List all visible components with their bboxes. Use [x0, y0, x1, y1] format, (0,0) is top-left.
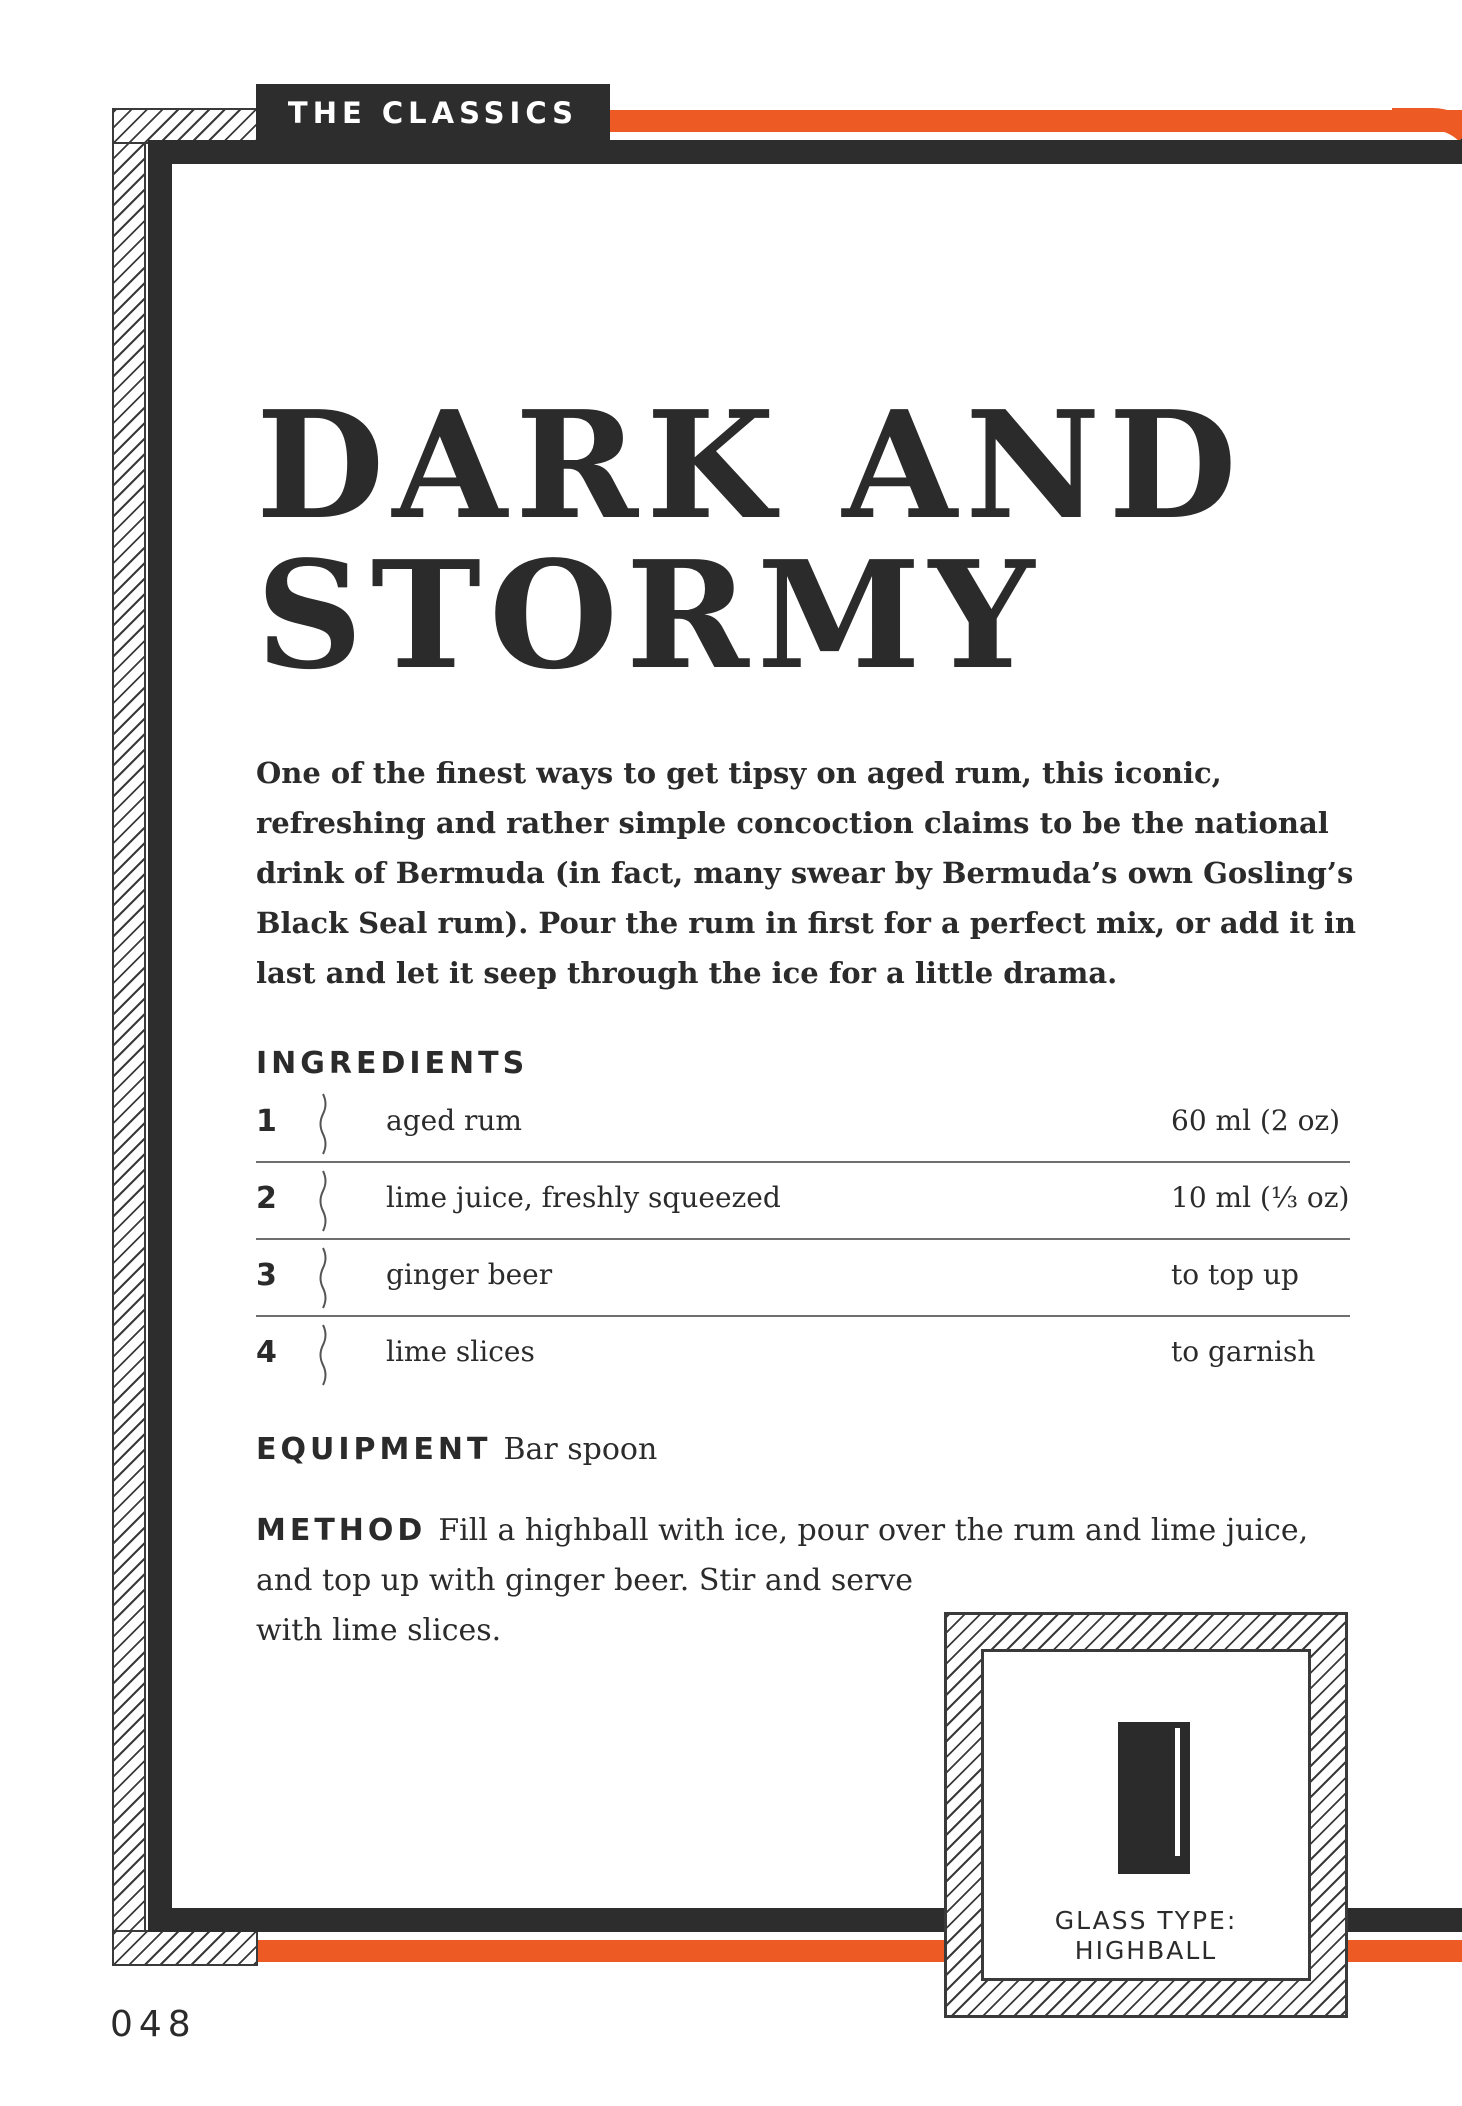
ingredient-quantity: 10 ml (⅓ oz): [1171, 1181, 1350, 1214]
title-line-2: STORMY: [256, 528, 1043, 702]
ingredient-row: [256, 1240, 1350, 1317]
frame-top-orange-stripe: [600, 110, 1462, 132]
ingredient-row: [256, 1163, 1350, 1240]
ingredient-number: 4: [256, 1335, 277, 1370]
ingredient-name: lime juice, freshly squeezed: [386, 1181, 781, 1214]
glass-type-box: [944, 1612, 1348, 2018]
ingredient-quantity: to garnish: [1171, 1335, 1316, 1368]
glass-caption-line-2: HIGHBALL: [1074, 1936, 1218, 1965]
ingredient-number: 2: [256, 1181, 277, 1216]
ingredient-quantity: 60 ml (2 oz): [1171, 1104, 1341, 1137]
ingredient-quantity: to top up: [1171, 1258, 1299, 1291]
frame-bottom-right-orange-stripe: [1344, 1940, 1462, 1962]
frame-bottom-right-bar: [1344, 1908, 1462, 1932]
ingredients-heading: INGREDIENTS: [256, 1046, 529, 1081]
method-line-2: and top up with ginger beer. Stir and serve: [256, 1563, 914, 1598]
squiggle-divider-icon: [316, 1323, 330, 1387]
frame-bottom-bar: [148, 1908, 948, 1932]
method-label: METHOD: [256, 1513, 427, 1548]
ingredient-row: [256, 1317, 1350, 1392]
frame-hatch-top: [112, 108, 258, 144]
glass-caption-line-1: GLASS TYPE:: [1054, 1906, 1238, 1935]
method-text-1: Fill a highball with ice, pour over the rum and lime juice,: [438, 1513, 1309, 1548]
equipment-label: EQUIPMENT: [256, 1432, 492, 1467]
frame-hatch-bottom: [112, 1930, 258, 1966]
highball-glass-icon: [1118, 1722, 1190, 1874]
title-line-1: DARK AND: [256, 378, 1245, 552]
ingredient-name: lime slices: [386, 1335, 535, 1368]
squiggle-divider-icon: [316, 1092, 330, 1156]
glass-type-caption: [984, 1906, 1308, 1966]
ingredient-row: [256, 1086, 1350, 1163]
frame-bottom-orange-stripe: [258, 1940, 948, 1962]
method-line-1: [256, 1506, 1316, 1556]
method-line-3: with lime slices.: [256, 1613, 502, 1648]
page-number: 048: [110, 2004, 197, 2045]
ingredient-name: ginger beer: [386, 1258, 553, 1291]
ingredient-name: aged rum: [386, 1104, 522, 1137]
ingredients-table: [256, 1086, 1350, 1392]
equipment-value: Bar spoon: [503, 1432, 658, 1467]
squiggle-divider-icon: [316, 1169, 330, 1233]
intro-paragraph: One of the finest ways to get tipsy on aged rum, this iconic, refreshing and rather simple concoction claims to be the national drink of Bermuda (in fact, many swear by Bermuda’s own Gosling’s Black Seal rum). Pour the rum in first for a perfect mix, or add it in last and let it seep through the ice for a little drama.: [256, 756, 1356, 990]
frame-top-bar: [148, 140, 1462, 164]
frame-hatch-left: [112, 108, 146, 1966]
section-tab: THE CLASSICS: [256, 84, 610, 142]
frame-left-bar: [148, 140, 172, 1932]
glass-type-inner: [981, 1649, 1311, 1981]
ingredient-number: 1: [256, 1104, 277, 1139]
equipment-line: [256, 1432, 657, 1467]
ingredient-number: 3: [256, 1258, 277, 1293]
squiggle-divider-icon: [316, 1246, 330, 1310]
recipe-title: [256, 378, 1406, 702]
